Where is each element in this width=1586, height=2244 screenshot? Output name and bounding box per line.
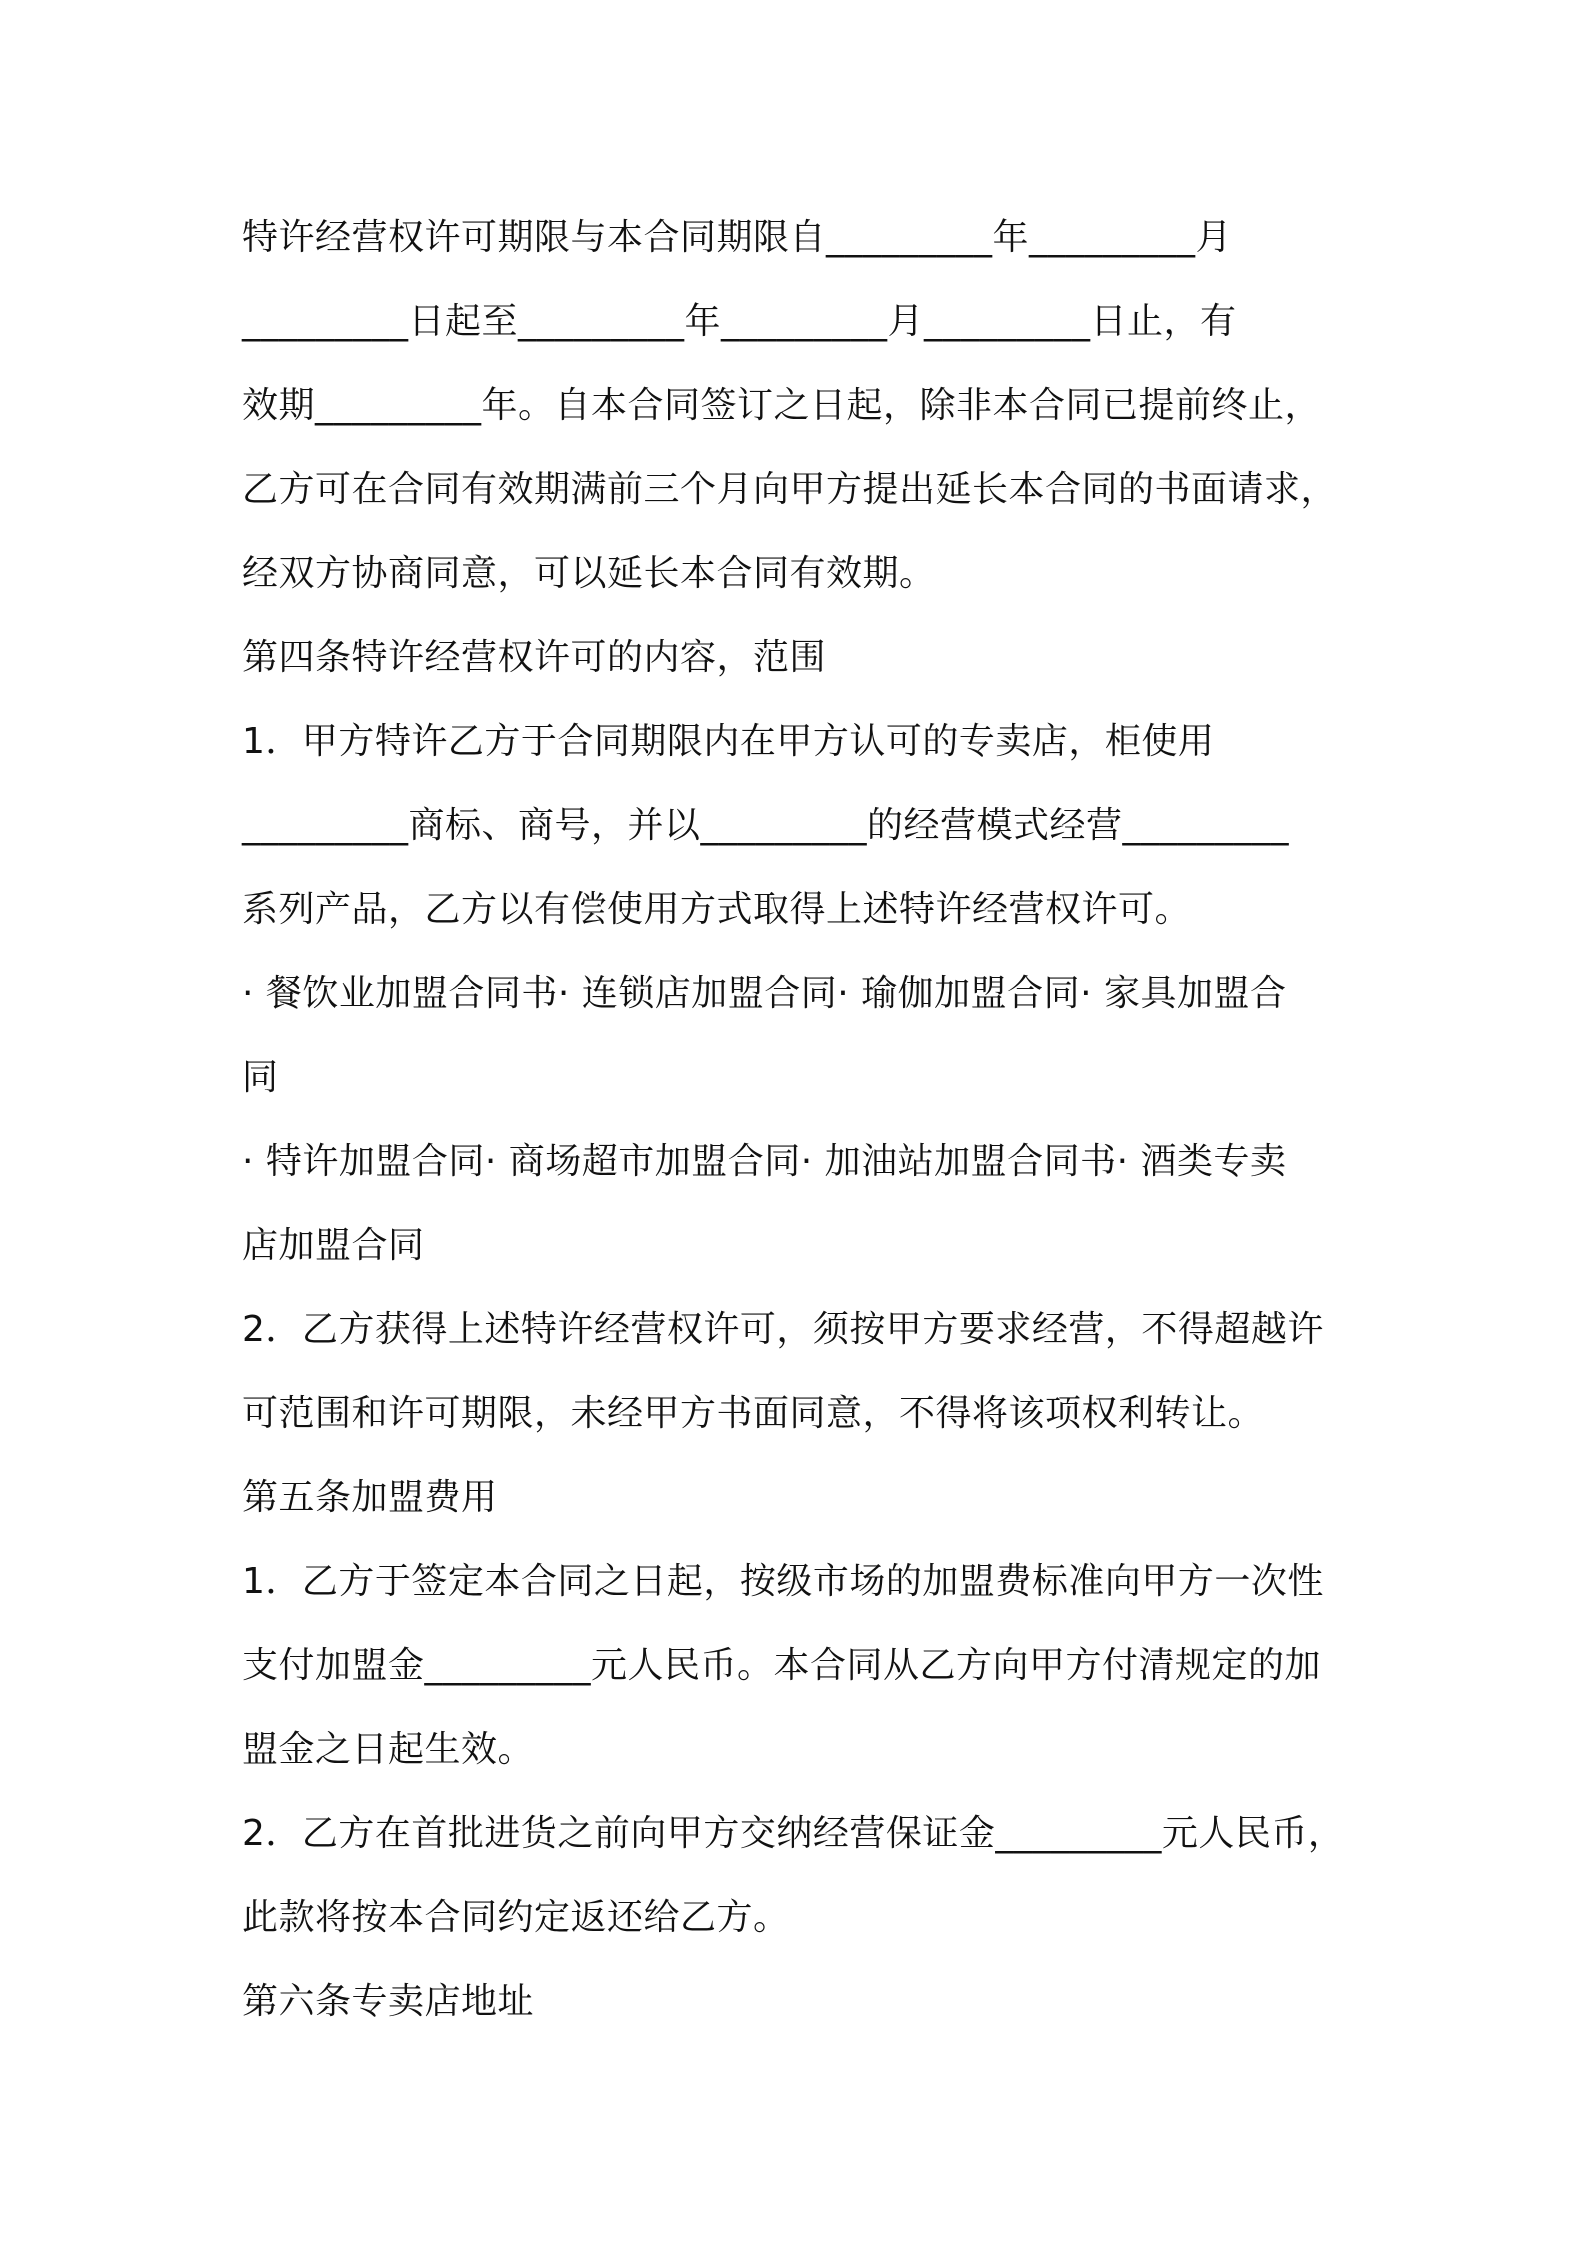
text-line: 特许经营权许可期限与本合同期限自_________年_________月	[242, 217, 1233, 258]
text-line: 2．乙方获得上述特许经营权许可，须按甲方要求经营，不得超越许	[242, 1309, 1324, 1350]
text-line: _________商标、商号，并以_________的经营模式经营_________	[242, 805, 1290, 846]
text-line: 效期_________年。自本合同签订之日起，除非本合同已提前终止，	[242, 385, 1322, 426]
link-list-line: 同	[242, 1057, 279, 1098]
section-heading: 第六条专卖店地址	[242, 1981, 535, 2022]
text-line: 系列产品，乙方以有偿使用方式取得上述特许经营权许可。	[242, 889, 1192, 930]
text-line: 1．乙方于签定本合同之日起，按级市场的加盟费标准向甲方一次性	[242, 1561, 1324, 1602]
text-line: 可范围和许可期限，未经甲方书面同意，不得将该项权利转让。	[242, 1393, 1265, 1434]
text-line: 1．甲方特许乙方于合同期限内在甲方认可的专卖店，柜使用	[242, 721, 1215, 762]
text-line: 盟金之日起生效。	[242, 1729, 535, 1770]
text-line: 2．乙方在首批进货之前向甲方交纳经营保证金_________元人民币，	[242, 1813, 1345, 1854]
section-heading: 第五条加盟费用	[242, 1477, 498, 1518]
link-list-line: · 特许加盟合同· 商场超市加盟合同· 加油站加盟合同书· 酒类专卖	[242, 1141, 1287, 1182]
link-list-line: 店加盟合同	[242, 1225, 425, 1266]
link-list-line: · 餐饮业加盟合同书· 连锁店加盟合同· 瑜伽加盟合同· 家具加盟合	[242, 973, 1287, 1014]
document-body	[242, 196, 1362, 2044]
text-line: 乙方可在合同有效期满前三个月向甲方提出延长本合同的书面请求，	[242, 469, 1338, 510]
text-line: 支付加盟金_________元人民币。本合同从乙方向甲方付清规定的加	[242, 1645, 1322, 1686]
text-line: _________日起至_________年_________月_________日止，有	[242, 301, 1237, 342]
section-heading: 第四条特许经营权许可的内容，范围	[242, 637, 827, 678]
text-line: 经双方协商同意，可以延长本合同有效期。	[242, 553, 936, 594]
text-line: 此款将按本合同约定返还给乙方。	[242, 1897, 790, 1938]
